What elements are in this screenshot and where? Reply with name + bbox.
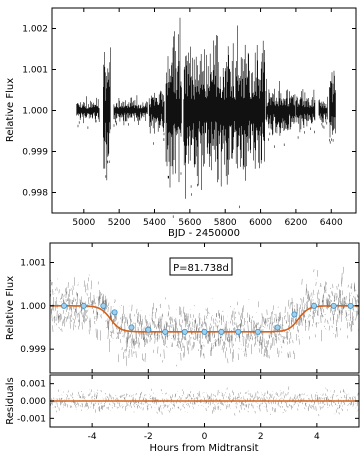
panel3-xlabel: Hours from Midtransit [149,443,259,454]
panel1-ylabel: Relative Flux [5,77,16,143]
binned-point [275,325,280,330]
y-tick-label: 0.998 [22,188,48,199]
binned-point [236,329,241,334]
panel3-y-ticks [17,380,359,425]
x-tick-label: 6000 [249,218,273,228]
panel1-xlabel: BJD - 2450000 [167,228,241,239]
binned-point [129,325,134,330]
y-tick-label: 1.000 [22,106,48,117]
y-tick-label: 0.999 [22,147,48,158]
y-tick-label: 1.001 [20,258,46,269]
panel3-x-ticks [88,375,320,442]
binned-point [292,312,297,317]
binned-point [331,303,336,308]
binned-point [81,303,86,308]
lightcurve-points [77,18,336,218]
y-tick-label: 0.000 [20,397,46,407]
x-tick-label: 0 [201,432,208,442]
y-tick-label: 1.002 [22,24,48,35]
x-tick-label: 4 [313,432,320,442]
x-tick-label: -2 [143,432,153,442]
binned-point [163,329,168,334]
phased-data [51,267,359,367]
binned-point [311,303,316,308]
binned-point [112,310,117,315]
binned-point [101,303,106,308]
x-tick-label: 2 [257,432,264,442]
y-tick-label: 1.000 [20,301,46,312]
binned-point [219,329,224,334]
x-tick-label: 6200 [284,218,308,228]
panel-lightcurve [5,8,356,239]
binned-point [202,329,207,334]
binned-point [348,303,353,308]
binned-point [146,327,151,332]
panel3-ylabel: Residuals [5,377,16,425]
x-tick-label: 6400 [319,218,343,228]
x-tick-label: 5200 [107,218,131,228]
binned-point [61,303,66,308]
x-tick-label: 5400 [143,218,166,228]
y-tick-label: 1.001 [22,65,48,76]
x-tick-label: 5800 [213,218,237,228]
period-annotation: P=81.738d [173,263,229,274]
panel2-ylabel: Relative Flux [5,275,16,341]
y-tick-label: 0.001 [20,379,46,390]
binned-point [182,329,187,334]
panel-residuals [5,375,359,454]
x-tick-label: -4 [87,432,97,442]
x-tick-label: 5000 [72,218,96,228]
binned-point [255,329,260,334]
phased-points [51,267,359,367]
y-tick-label: -0.001 [16,414,46,425]
y-tick-label: 0.999 [20,345,46,356]
lightcurve-data [77,18,336,218]
panel-phased [5,243,359,373]
x-tick-label: 5600 [178,218,202,228]
